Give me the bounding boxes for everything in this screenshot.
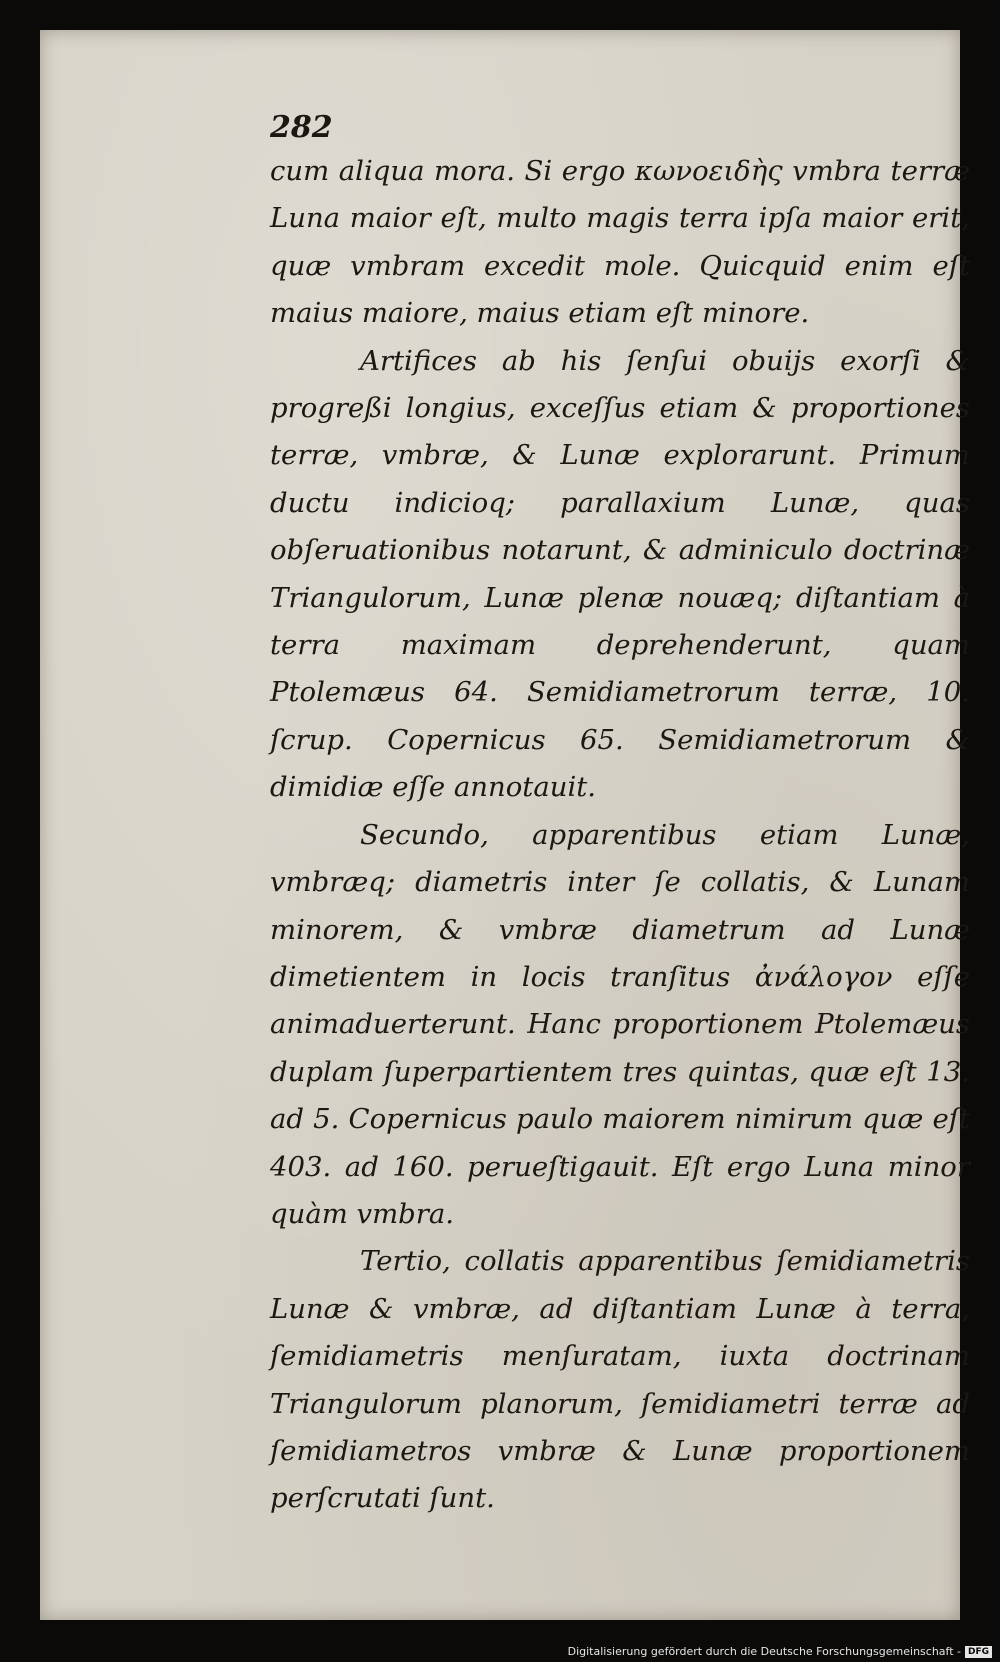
credit-text: Digitalisierung gefördert durch die Deutsche Forschungsgemeinschaft - xyxy=(567,1645,961,1658)
book-page xyxy=(40,30,970,1620)
paragraph-3: Secundo, apparentibus etiam Lunæ, vmbræq; diametris inter ſe collatis, & Lunam minorem, & vmbræ diametrum ad Lunæ dimetientem in locis tranſitus ἀνάλογον eſſe animaduerterunt. Hanc proportionem Ptolemæus duplam ſuperpartientem tres quintas, quæ eſt 13. ad 5. Copernicus paulo maiorem nimirum quæ eſt 403. ad 160. perueſtigauit. Eſt ergo Luna minor quàm vmbra. xyxy=(270,818,970,1230)
paragraph-4: Tertio, collatis apparentibus ſemidiametris Lunæ & vmbræ, ad diſtantiam Lunæ à terra, ſemidiametris menſuratam, iuxta doctrinam Triangulorum planorum, ſemidiametri terræ ad ſemidiametros vmbræ & Lunæ proportionem perſcrutati ſunt. xyxy=(270,1245,970,1515)
page-number: 282 xyxy=(270,110,333,145)
paragraph-2: Artifices ab his ſenſui obuijs exorſi & progreßi longius, exceſſus etiam & proportiones terræ, vmbræ, & Lunæ explorarunt. Primum ductu indicioq; parallaxium Lunæ, quas obſeruationibus notarunt, & adminiculo doctrinæ Triangulorum, Lunæ plenæ nouæq; diſtantiam à terra maximam deprehenderunt, quam Ptolemæus 64. Semidiametrorum terræ, 10. ſcrup. Copernicus 65. Semidiametrorum & dimidiæ eſſe annotauit. xyxy=(270,344,970,804)
digitization-credit xyxy=(568,1645,992,1658)
dfg-logo: DFG xyxy=(965,1646,992,1658)
body-text xyxy=(270,148,970,1523)
paragraph-1: cum aliqua mora. Si ergo κωνοειδὴς vmbra terræ Luna maior eſt, multo magis terra ipſa maior erit, quæ vmbram excedit mole. Quicquid enim eſt maius maiore, maius etiam eſt minore. xyxy=(270,155,970,330)
